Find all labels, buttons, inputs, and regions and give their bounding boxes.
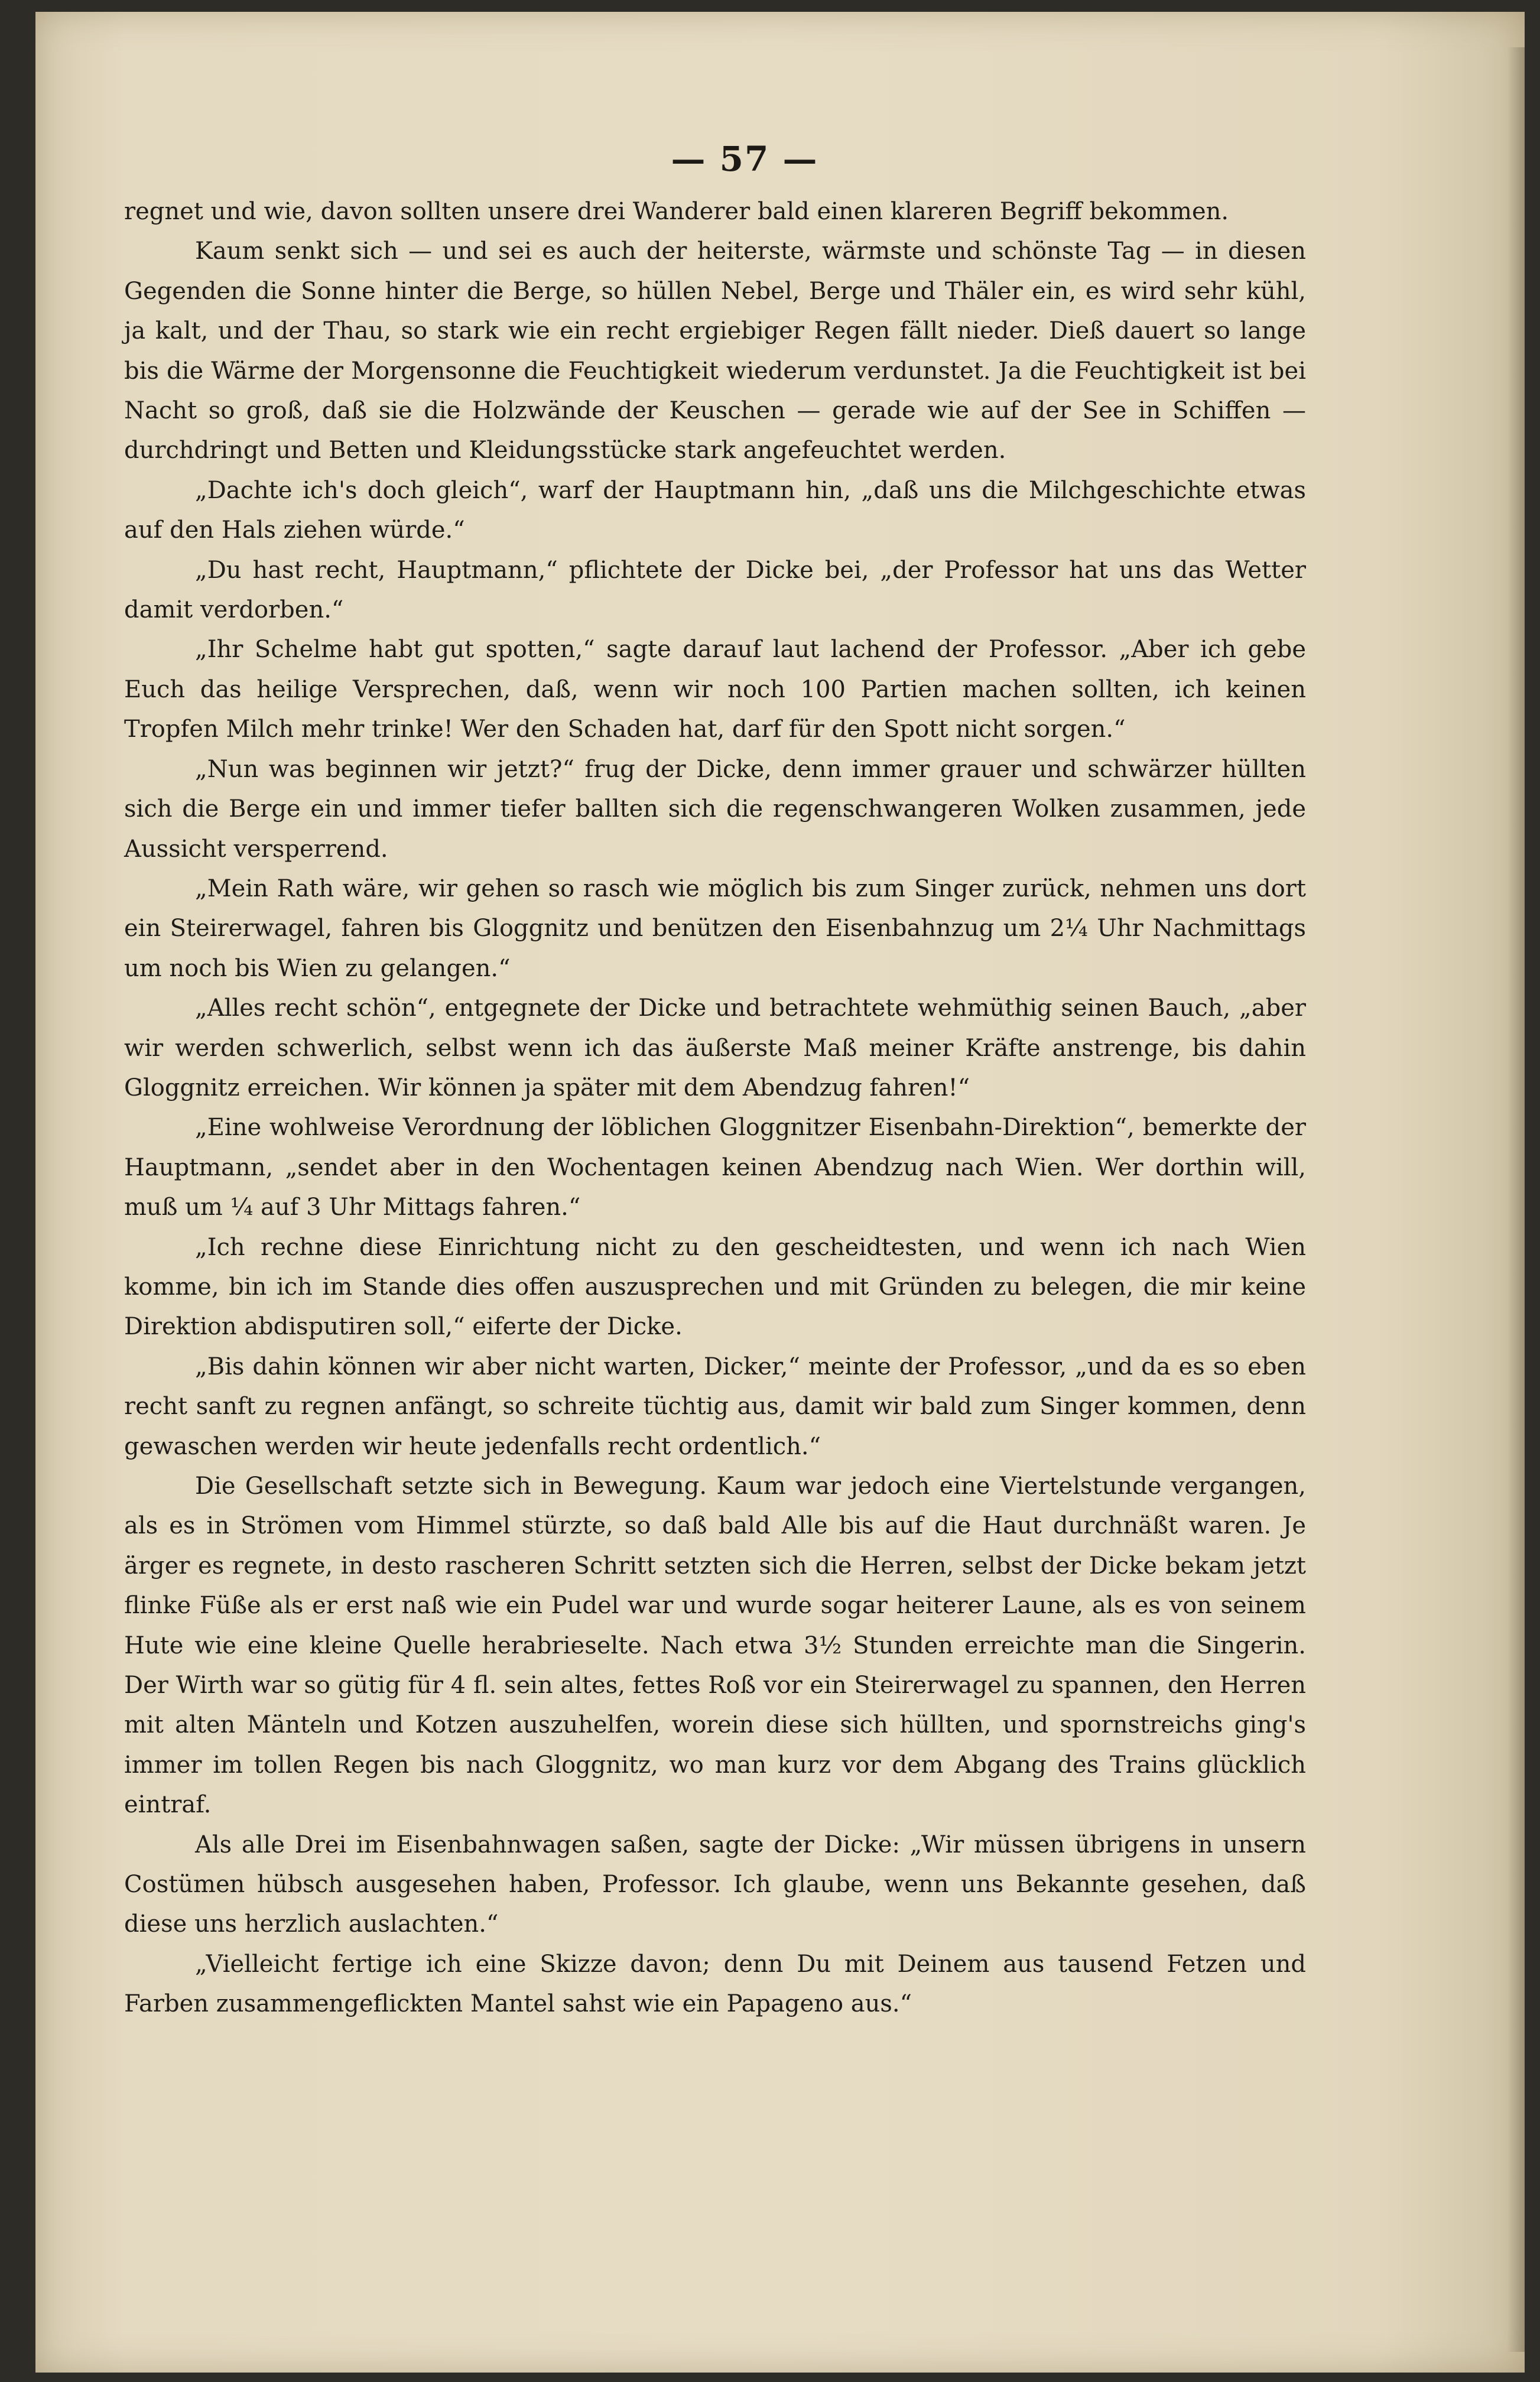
- paragraph: „Nun was beginnen wir jetzt?“ frug der Dicke, denn immer grauer und schwärzer hüllten sich die Berge ein und immer tiefer ballten sich die regenschwangeren Wolken zusammen, jede Aussicht versperrend.: [124, 755, 1306, 863]
- paragraph: Die Gesellschaft setzte sich in Bewegung. Kaum war jedoch eine Viertelstunde vergangen, als es in Strömen vom Himmel stürzte, so daß bald Alle bis auf die Haut durchnäßt waren. Je ärger es regnete, in desto rascheren Schritt setzten sich die Herren, selbst der Dicke bekam jetzt flinke Füße als er erst naß wie ein Pudel war und wurde sogar heiterer Laune, als es von seinem Hute wie eine kleine Quelle herabrieselte. Nach etwa 3½ Stunden erreichte man die Singerin. Der Wirth war so gütig für 4 fl. sein altes, fettes Roß vor ein Steirerwagel zu spannen, den Herren mit alten Mänteln und Kotzen auszuhelfen, worein diese sich hüllten, und spornstreichs ging's immer im tollen Regen bis nach Gloggnitz, wo man kurz vor dem Abgang des Trains glücklich eintraf.: [124, 1473, 1306, 1819]
- page-number: — 57 —: [671, 139, 818, 179]
- body-text: [124, 192, 1306, 2024]
- paragraph: „Du hast recht, Hauptmann,“ pflichtete der Dicke bei, „der Professor hat uns das Wetter damit verdorben.“: [124, 556, 1306, 624]
- paragraph: regnet und wie, davon sollten unsere drei Wanderer bald einen klareren Begriff bekommen.: [124, 198, 1229, 225]
- paragraph: „Eine wohlweise Verordnung der löblichen Gloggnitzer Eisenbahn-Direktion“, bemerkte der Hauptmann, „sendet aber in den Wochentagen keinen Abendzug nach Wien. Wer dorthin will, muß um ¼ auf 3 Uhr Mittags fahren.“: [124, 1114, 1306, 1221]
- paragraph: „Mein Rath wäre, wir gehen so rasch wie möglich bis zum Singer zurück, nehmen uns dort ein Steirerwagel, fahren bis Gloggnitz und benützen den Eisenbahnzug um 2¼ Uhr Nachmittags um noch bis Wien zu gelangen.“: [124, 875, 1306, 982]
- paragraph: „Bis dahin können wir aber nicht warten, Dicker,“ meinte der Professor, „und da es so eben recht sanft zu regnen anfängt, so schreite tüchtig aus, damit wir bald zum Singer kommen, denn gewaschen werden wir heute jedenfalls recht ordentlich.“: [124, 1353, 1306, 1460]
- paragraph: „Ich rechne diese Einrichtung nicht zu den gescheidtesten, und wenn ich nach Wien komme, bin ich im Stande dies offen auszusprechen und mit Gründen zu belegen, die mir keine Direktion abdisputiren soll,“ eiferte der Dicke.: [124, 1233, 1306, 1341]
- paragraph: Kaum senkt sich — und sei es auch der heiterste, wärmste und schönste Tag — in diesen Gegenden die Sonne hinter die Berge, so hüllen Nebel, Berge und Thäler ein, es wird sehr kühl, ja kalt, und der Thau, so stark wie ein recht ergiebiger Regen fällt nieder. Dieß dauert so lange bis die Wärme der Morgensonne die Feuchtigkeit wiederum verdunstet. Ja die Feuchtigkeit ist bei Nacht so groß, daß sie die Holzwände der Keuschen — gerade wie auf der See in Schiffen — durchdringt und Betten und Kleidungsstücke stark angefeuchtet werden.: [124, 238, 1306, 464]
- paragraph: „Dachte ich's doch gleich“, warf der Hauptmann hin, „daß uns die Milchgeschichte etwas auf den Hals ziehen würde.“: [124, 476, 1306, 544]
- paragraph: „Alles recht schön“, entgegnete der Dicke und betrachtete wehmüthig seinen Bauch, „aber wir werden schwerlich, selbst wenn ich das äußerste Maß meiner Kräfte anstrenge, bis dahin Gloggnitz erreichen. Wir können ja später mit dem Abendzug fahren!“: [124, 995, 1306, 1101]
- paragraph: „Vielleicht fertige ich eine Skizze davon; denn Du mit Deinem aus tausend Fetzen und Farben zusammengeflickten Mantel sahst wie ein Papageno aus.“: [124, 1950, 1306, 2018]
- paragraph: „Ihr Schelme habt gut spotten,“ sagte darauf laut lachend der Professor. „Aber ich gebe Euch das heilige Versprechen, daß, wenn wir noch 100 Partien machen sollten, ich keinen Tropfen Milch mehr trinke! Wer den Schaden hat, darf für den Spott nicht sorgen.“: [124, 636, 1306, 743]
- page-edge-shadow: [1507, 47, 1525, 2352]
- paragraph: Als alle Drei im Eisenbahnwagen saßen, sagte der Dicke: „Wir müssen übrigens in unsern Costümen hübsch ausgesehen haben, Professor. Ich glaube, wenn uns Bekannte gesehen, daß diese uns herzlich auslachten.“: [124, 1831, 1306, 1938]
